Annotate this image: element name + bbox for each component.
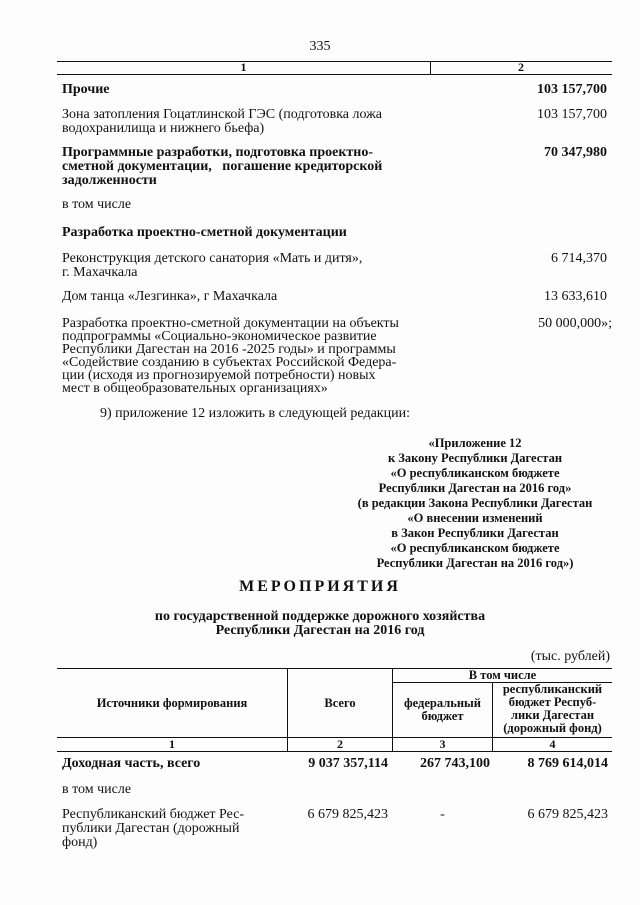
table2-col-number: 3 bbox=[439, 737, 446, 751]
units-label: (тыс. рублей) bbox=[530, 649, 610, 664]
table1-row-label: Зона затопления Гоцатлинской ГЭС (подготовка ложа водохранилища и нижнего бьефа) bbox=[62, 107, 383, 136]
table1-row-value: 103 157,700 bbox=[537, 107, 607, 122]
page-number: 335 bbox=[309, 39, 331, 54]
table2-header-including: В том числе bbox=[468, 668, 537, 682]
table2-row-total: 9 037 357,114 bbox=[308, 756, 388, 771]
table2-row-total: 6 679 825,423 bbox=[307, 807, 388, 822]
appendix-heading: «Приложение 12 к Закону Республики Дагестан «О республиканском бюджете Республики Дагестан на 2016 год» (в редакции Закона Республики Дагестан «О внесении изменений в Закон Республики Дагестан «О республиканском бюджете Республики Дагестан на 2016 год») bbox=[357, 436, 593, 570]
table2-header-source: Источники формирования bbox=[96, 696, 248, 710]
table2-row-republic: 6 679 825,423 bbox=[527, 807, 608, 822]
table1-col1-number: 1 bbox=[240, 60, 247, 74]
table1-row-label: Разработка проектно-сметной документации на объекты подпрограммы «Социально-экономическое развитие Республики Дагестан на 2016 -2025 годы» и программы «Содействие созданию в субъектах Российской Федера- ции (исходя из прогнозируемой потребности) новых мест в общеобразовательных организациях» bbox=[62, 316, 399, 396]
table2-col-number: 2 bbox=[337, 737, 343, 751]
table1-row-value: 70 347,980 bbox=[544, 145, 607, 160]
document-subtitle: по государственной поддержке дорожного хозяйства Республики Дагестан на 2016 год bbox=[154, 609, 486, 638]
table1-row-value: 6 714,370 bbox=[551, 251, 607, 266]
table1-row-label: в том числе bbox=[62, 197, 132, 212]
table2-row-republic: 8 769 614,014 bbox=[527, 756, 608, 771]
table2-col-number: 4 bbox=[549, 737, 556, 751]
document-title: МЕРОПРИЯТИЯ bbox=[239, 578, 401, 595]
table2-row-label: Доходная часть, всего bbox=[62, 756, 201, 771]
table1-row-label: Прочие bbox=[62, 82, 110, 97]
table1-row-label: Разработка проектно-сметной документации bbox=[62, 225, 347, 240]
table2-row-federal: - bbox=[440, 807, 445, 822]
table2-header-republic: республиканский бюджет Респуб- лики Дагестан (дорожный фонд) bbox=[502, 682, 603, 735]
table1-header-border bbox=[57, 74, 612, 75]
table1-row-value: 50 000,000»; bbox=[538, 316, 612, 331]
table1-col2-number: 2 bbox=[518, 60, 524, 74]
table1-row-label: Программные разработки, подготовка проектно- сметной документации, погашение кредиторской задолженности bbox=[62, 145, 383, 188]
table2-row-label: Республиканский бюджет Рес- публики Дагестан (дорожный фонд) bbox=[62, 807, 245, 850]
table2-row-label: в том числе bbox=[62, 782, 132, 797]
instruction-text: 9) приложение 12 изложить в следующей редакции: bbox=[100, 406, 410, 421]
table2-row-federal: 267 743,100 bbox=[420, 756, 490, 771]
table2-col-number: 1 bbox=[169, 737, 175, 751]
table1-row-label: Дом танца «Лезгинка», г Махачкала bbox=[62, 289, 278, 304]
table1-row-value: 103 157,700 bbox=[537, 82, 607, 97]
table1-row-value: 13 633,610 bbox=[544, 289, 607, 304]
table1-row-label: Реконструкция детского санатория «Мать и дитя», г. Махачкала bbox=[62, 251, 363, 280]
table2-header-federal: федеральный бюджет bbox=[403, 696, 481, 723]
table2-header-total: Всего bbox=[324, 696, 356, 710]
